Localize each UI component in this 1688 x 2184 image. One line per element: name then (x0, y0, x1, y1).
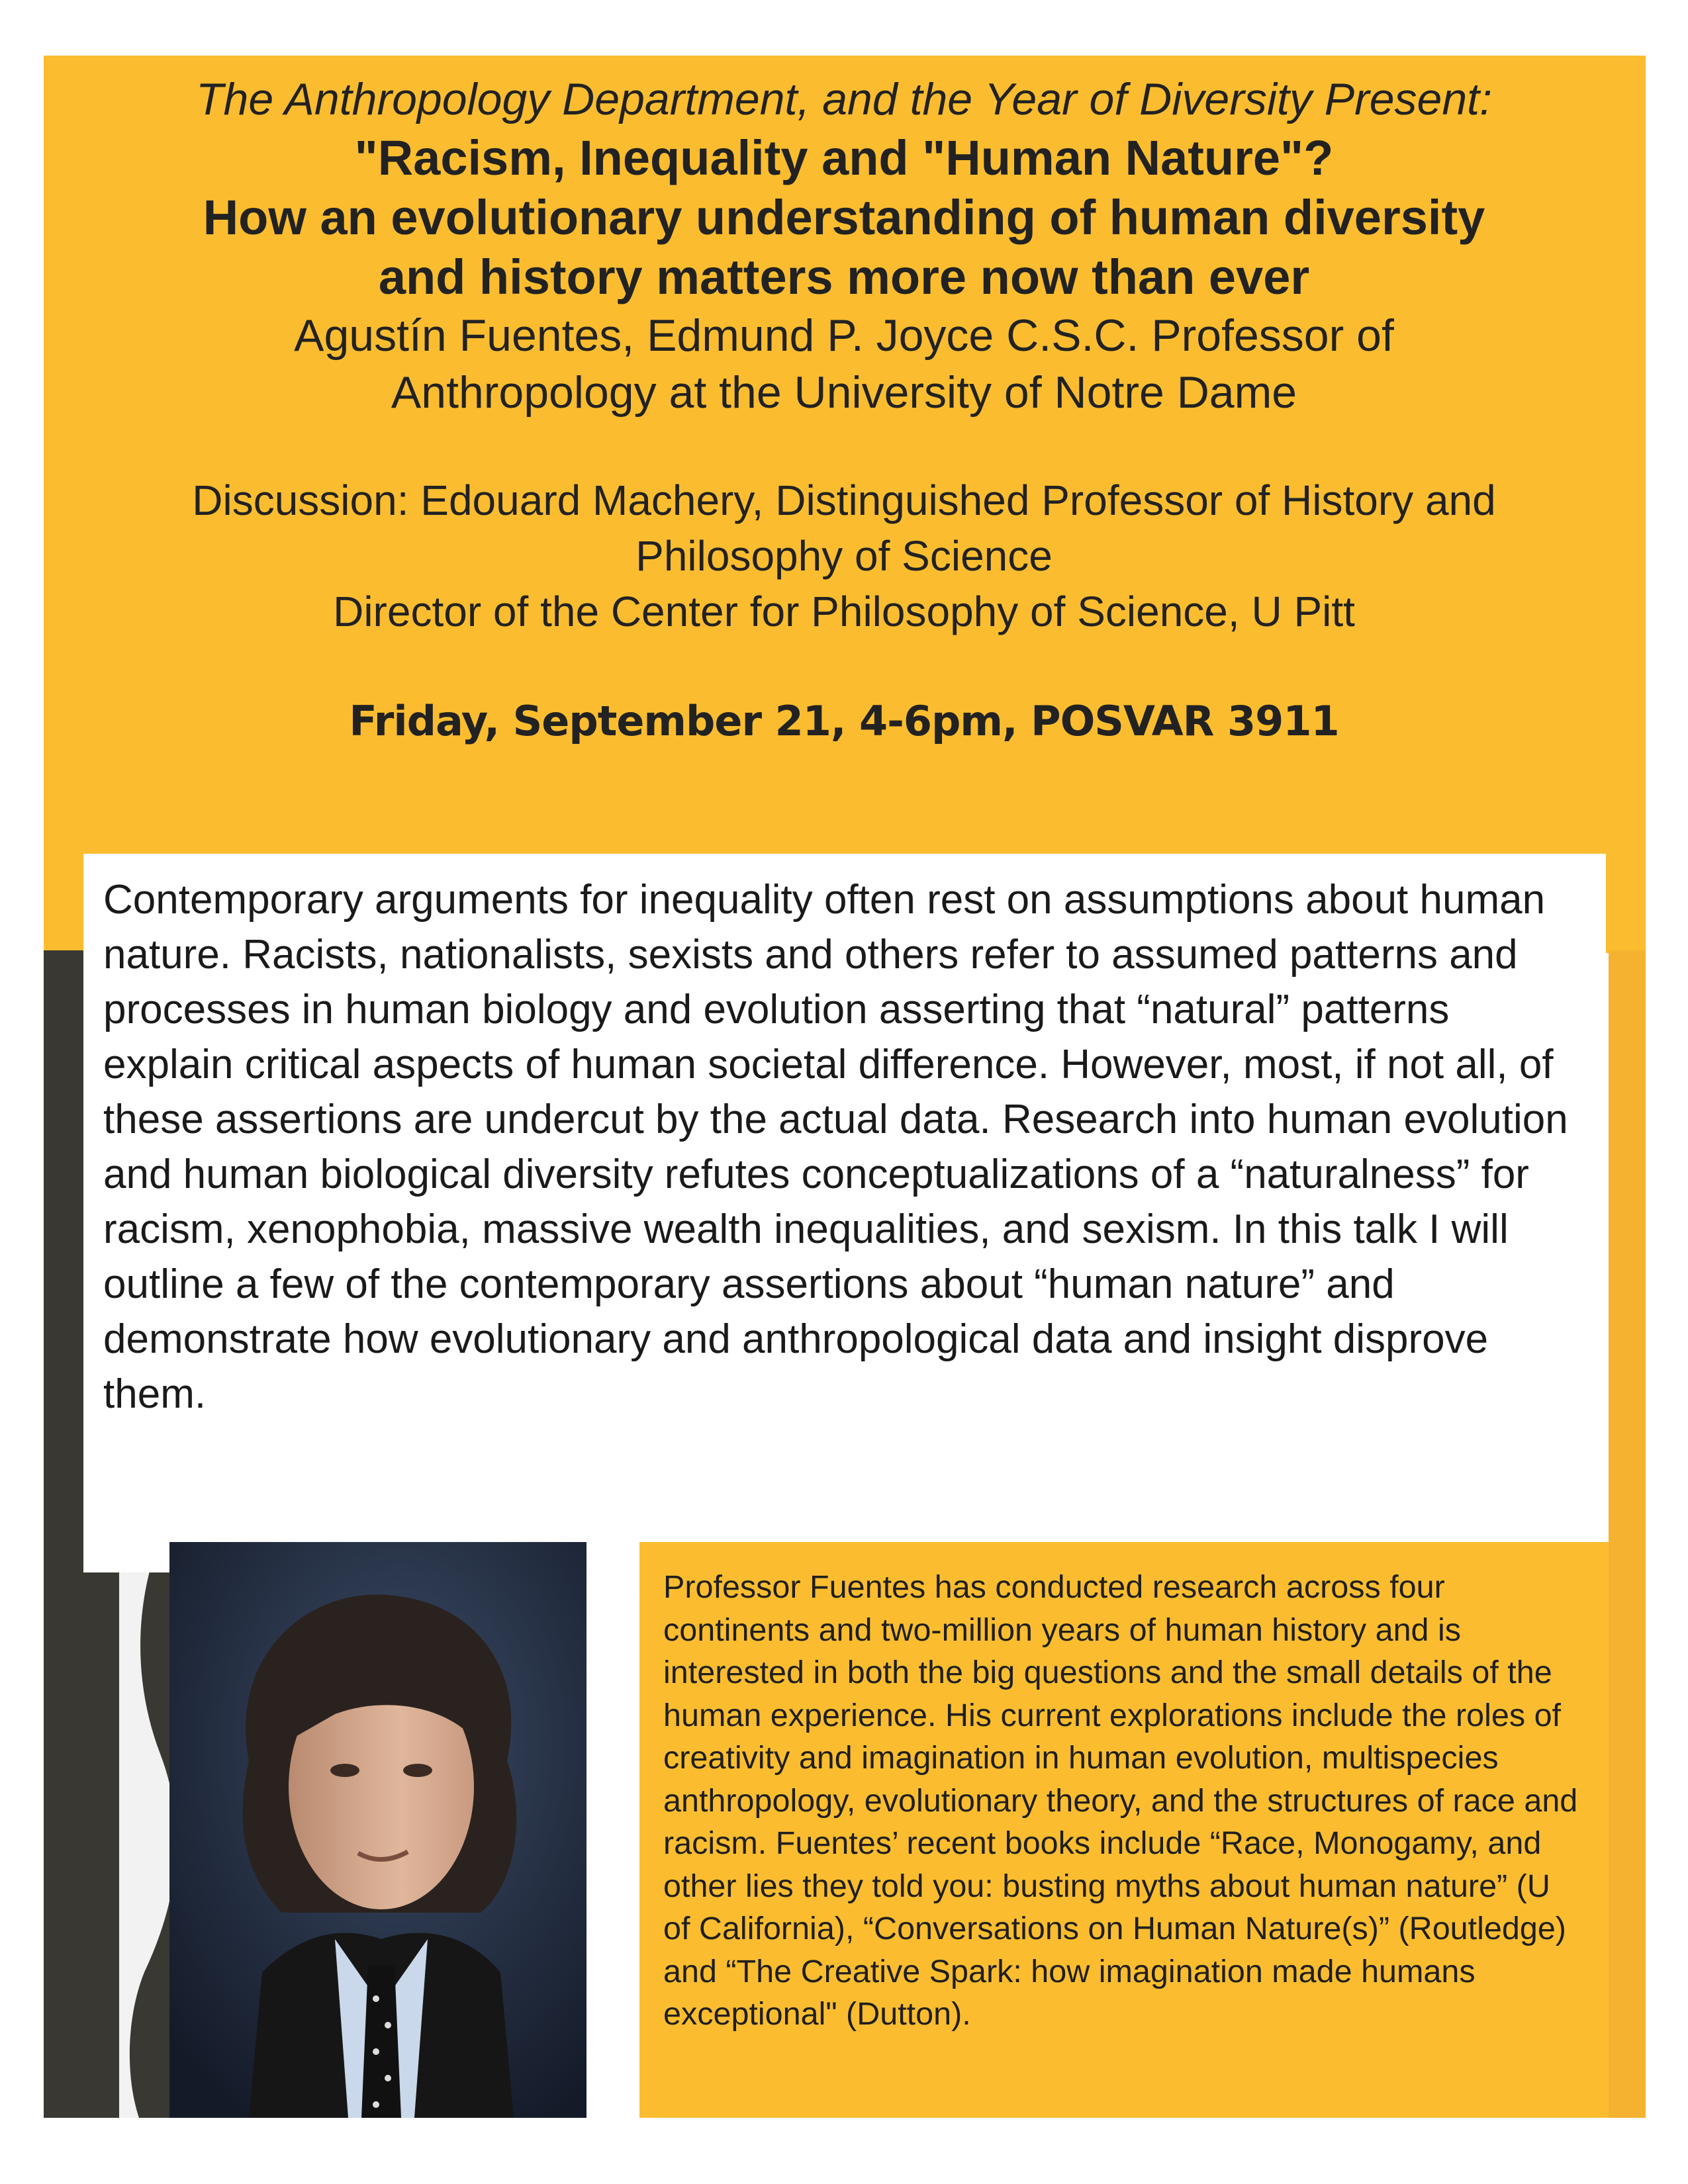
talk-abstract-box (83, 854, 1606, 1572)
speaker-bio-box (639, 1542, 1609, 2118)
speaker-line-1: Agustín Fuentes, Edmund P. Joyce C.S.C. Professor of (294, 310, 1394, 361)
talk-title-line-3: and history matters more now than ever (378, 250, 1310, 304)
speaker-bio-text: Professor Fuentes has conducted research across four continents and two-million years of human history and is interested in both the big questions and the small details of the human experience. His current explorations include the roles of creativity and imagination in human evolution, multispecies anthropology, evolutionary theory, and the structures of race and racism. Fuentes’ recent books include “Race, Monogamy, and other lies they told you: busting myths about human nature” (U of California), “Conversations on Human Nature(s)” (Routledge) and “The Creative Spark: how imagination made humans exceptional" (Dutton). (663, 1569, 1578, 2032)
poster-right-yellow-strip (1609, 950, 1646, 2118)
speaker-portrait-photo (169, 1542, 586, 2118)
speaker-line-2: Anthropology at the University of Notre Dame (391, 367, 1297, 418)
presenter-intro: The Anthropology Department, and the Year of Diversity Present: (196, 74, 1492, 124)
talk-title-line-1: "Racism, Inequality and "Human Nature"? (354, 130, 1334, 185)
discussant-line-3: Director of the Center for Philosophy of Science, U Pitt (333, 588, 1355, 635)
speaker-portrait-illustration (169, 1542, 586, 2118)
event-header (73, 70, 1615, 749)
talk-abstract-text: Contemporary arguments for inequality often rest on assumptions about human nature. Racists, nationalists, sexists and others refer to assumed patterns and processes in human biology and evolution asserting that “natural” patterns explain critical aspects of human societal difference. However, most, if not all, of these assertions are undercut by the actual data. Research into human evolution and human biological diversity refutes conceptualizations of a “naturalness” for racism, xenophobia, massive wealth inequalities, and sexism. In this talk I will outline a few of the contemporary assertions about “human nature” and demonstrate how evolutionary and anthropological data and insight disprove them. (103, 877, 1568, 1417)
event-date-time-location: Friday, September 21, 4-6pm, POSVAR 3911 (349, 697, 1339, 745)
discussant-line-2: Philosophy of Science (635, 532, 1053, 580)
discussant-line-1: Discussion: Edouard Machery, Distinguished Professor of History and (192, 477, 1496, 524)
talk-title-line-2: How an evolutionary understanding of human diversity (203, 190, 1485, 245)
